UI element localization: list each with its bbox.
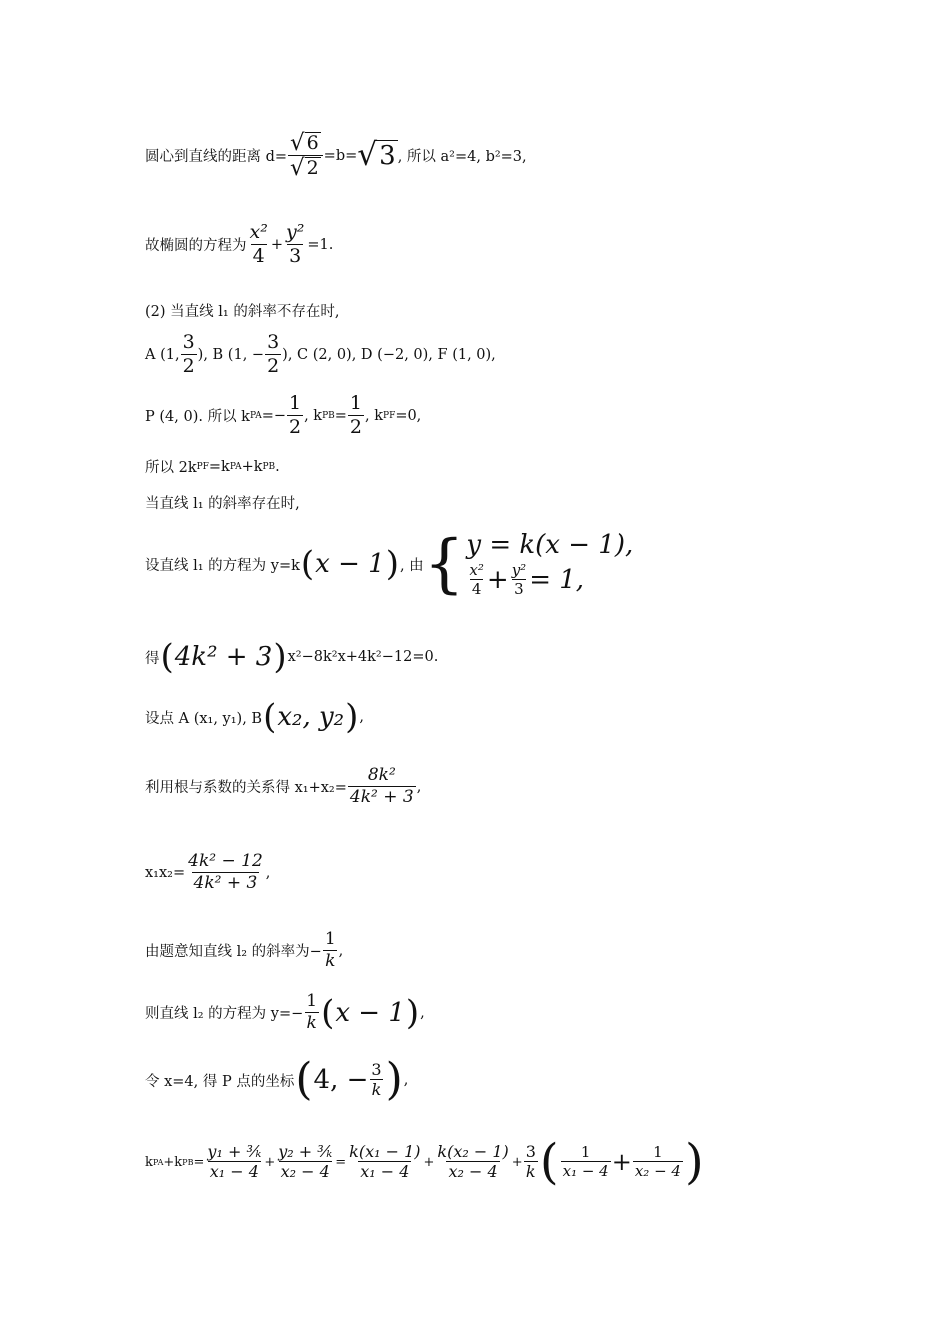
slope-sum-line: k PA +k PB = $\frac{\text{y₁ + ³⁄ₖ}}{\text{x₁ − 4}}$ + $\frac{\text{y₂ + ³⁄ₖ}}{\text{x₂ − 4}}$ = $\frac{\text{k(x₁ − 1)}}{\text{x₁ − 4}}$ + $\frac{\text{k(x₂ − 1)}}{\text{x₂ − 4}}$ + $\frac{3}{k}$ ( $\frac{1}{\text{x₁ − 4}}$ + $\frac{1}{\text{x₂ − 4}}$ ) xyxy=(145,1134,704,1190)
l2-slope-line: 由题意知直线 l₂ 的斜率为− $\frac{1}{k}$ , xyxy=(145,929,344,971)
fraction: $\frac{\text{8k²}}{\text{4k² + 3}}$ xyxy=(349,765,414,807)
fraction: $\frac{\text{k(x₁ − 1)}}{\text{x₁ − 4}}$ xyxy=(349,1141,421,1181)
fraction: $\frac{1}{\text{x₁ − 4}}$ xyxy=(562,1142,609,1180)
fraction: $\frac{3}{k}$ xyxy=(371,1059,382,1099)
vieta-sum-line: 利用根与系数的关系得 x₁+x₂= $\frac{\text{8k²}}{\text{4k² + 3}}$ , xyxy=(145,765,422,807)
l2-equation-line: 则直线 l₂ 的方程为 y=− $\frac{1}{k}$ ( x − 1 ) , xyxy=(145,991,425,1033)
quadratic-line: 得 ( 4k² + 3 ) x²−8k²x+4k²−12=0. xyxy=(145,637,439,677)
points-ab-line: 设点 A (x₁, y₁), B ( x₂, y₂ ) , xyxy=(145,697,364,737)
point-p-line: 令 x=4, 得 P 点的坐标 ( 4, − $\frac{3}{k}$ ) , xyxy=(145,1054,409,1105)
fraction: $\frac{3}{2}$ xyxy=(267,331,280,377)
sqrt-3: √ 3 xyxy=(357,137,396,174)
fraction: $\frac{\text{4k² − 12}}{\text{4k² + 3}}$ xyxy=(188,851,263,893)
fraction: $\frac{1}{\text{x₂ − 4}}$ xyxy=(634,1142,681,1180)
conclusion-line: 所以 2k PF =k PA +k PB . xyxy=(145,458,280,476)
vieta-product-line: x₁x₂= $\frac{\text{4k² − 12}}{\text{4k² + 3}}$ , xyxy=(145,851,271,893)
fraction: $\frac{1}{2}$ xyxy=(289,392,302,438)
fraction: $\frac{3}{2}$ xyxy=(182,331,195,377)
fraction: $\frac{\text{y₁ + ³⁄ₖ}}{\text{x₁ − 4}}$ xyxy=(207,1141,262,1181)
fraction-x2-4: $\frac{\text{x²}}{4}$ xyxy=(249,221,268,267)
case-slope-exists-line: 当直线 l₁ 的斜率存在时, xyxy=(145,496,300,512)
text: 圆心到直线的距离 d= xyxy=(145,149,288,166)
fraction: $\frac{\text{y₂ + ³⁄ₖ}}{\text{x₂ − 4}}$ xyxy=(278,1141,333,1181)
line-equation-system: 设直线 l₁ 的方程为 y=k ( x − 1 ) , 由 { y = k(x − 1), $\frac{\text{x²}}{4}$ + $\frac{\text{y²}}{3}$ = 1, xyxy=(145,527,634,602)
case-no-slope-line: (2) 当直线 l₁ 的斜率不存在时, xyxy=(145,304,340,320)
fraction: $\frac{1}{k}$ xyxy=(306,991,318,1033)
fraction: $\frac{1}{2}$ xyxy=(349,392,363,438)
fraction: $\frac{\text{k(x₂ − 1)}}{\text{x₂ − 4}}$ xyxy=(437,1141,509,1181)
fraction-y2-3: $\frac{\text{y²}}{3}$ xyxy=(286,221,305,267)
fraction: √ 6 √ 2 xyxy=(288,132,323,180)
equation-system: y = k(x − 1), $\frac{\text{x²}}{4}$ + $\frac{\text{y²}}{3}$ = 1, xyxy=(466,530,634,599)
distance-line: 圆心到直线的距离 d= √ 6 √ 2 =b= √ 3 , 所以 a²=4, b²=3, xyxy=(145,130,527,181)
ellipse-equation-line: 故椭圆的方程为 $\frac{\text{x²}}{4}$ + $\frac{\text{y²}}{3}$ =1. xyxy=(145,221,334,267)
fraction: $\frac{3}{k}$ xyxy=(525,1141,536,1181)
fraction: $\frac{1}{k}$ xyxy=(324,929,336,971)
slopes-line: P (4, 0). 所以 k PA =− $\frac{1}{2}$ , k PB = $\frac{1}{2}$ , k PF =0, xyxy=(145,392,422,438)
points-line: A (1, $\frac{3}{2}$ ), B (1, − $\frac{3}{2}$ ), C (2, 0), D (−2, 0), F (1, 0), xyxy=(145,331,496,377)
